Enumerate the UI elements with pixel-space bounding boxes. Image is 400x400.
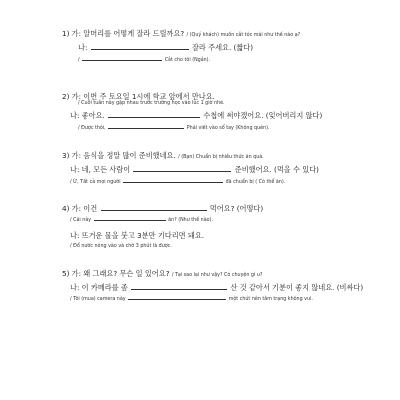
item-4-answer-translation: [70, 245, 172, 250]
item-1-example-blank[interactable]: [82, 60, 162, 61]
item-1-answer-prefix: 나:: [78, 43, 88, 52]
item-3-example-blank[interactable]: [123, 182, 223, 183]
item-5-example-blank[interactable]: [128, 299, 226, 300]
item-2-answer: [70, 112, 322, 119]
item-5-answer: [70, 284, 363, 291]
item-5-answer-suffix: 산 것 같아서 기분이 좋지 않네요. (비싸다): [230, 283, 364, 292]
item-1-question-text: 1) 가: 알머리를 어떻게 잘라 드릴까요?: [62, 29, 185, 38]
item-5-question-translation: / Tại sao lại như vậy? Có chuyện gì u?: [171, 273, 263, 278]
item-2-answer-prefix: 나: 좋아요.: [70, 111, 105, 120]
item-3-question: [62, 152, 264, 161]
item-2-example-prefix: / Được thôi,: [78, 126, 106, 131]
item-4-answer-text: 나: 뜨거운 물을 붓고 3분만 기다리면 돼요.: [70, 231, 205, 240]
item-4-question-suffix: 먹어요? (어떻다): [209, 204, 264, 213]
item-1-example: [78, 59, 210, 64]
item-2-question-translation: [78, 102, 225, 107]
item-2-answer-blank[interactable]: [108, 117, 200, 118]
item-4-question-translation: [70, 219, 213, 224]
item-5-example: [70, 298, 313, 303]
item-1-example-suffix: Cắt cho tôi (Ngắn).: [164, 58, 211, 63]
item-4-translation-suffix: ăn? (Như thế nào).: [168, 218, 213, 223]
item-2-example-blank[interactable]: [108, 128, 184, 129]
item-1-answer: [78, 44, 253, 51]
item-3-answer-blank[interactable]: [133, 171, 231, 172]
item-1-answer-blank[interactable]: [91, 49, 189, 50]
item-1-answer-suffix: 잘라 주세요. (짧다): [191, 43, 254, 52]
item-1-example-prefix: /: [78, 58, 80, 63]
item-5-example-prefix: / Tôi (mua) camera này: [70, 297, 126, 302]
item-3-example-suffix: đã chuẩn bị ( Có thể ăn).: [225, 180, 286, 185]
item-5-question: [62, 270, 262, 279]
item-4-translation-prefix: / Cái này: [70, 218, 92, 223]
item-4-translation-blank[interactable]: [94, 220, 166, 221]
item-3-answer-prefix: 나: 네, 모든 사람이: [70, 165, 131, 174]
item-2-question-text: 2) 가: 이번 주 토요일 1시에 학교 앞에서 만나요.: [62, 92, 215, 101]
item-2-example: [78, 127, 270, 132]
item-3-example-prefix: / Ừ, Tất cả mọi người: [70, 180, 121, 185]
item-3-question-text: 3) 가: 음식을 정말 많이 준비했네요.: [62, 151, 176, 160]
item-2-answer-suffix: 수첩에 써야겠어요. (잊어버리지 않다): [203, 111, 323, 120]
item-5-answer-blank[interactable]: [131, 289, 227, 290]
item-5-example-suffix: một chút nên tâm trạng không vui.: [228, 297, 313, 302]
item-1-question: [62, 30, 300, 39]
item-5-answer-prefix: 나: 이 카메라를 좀: [70, 283, 128, 292]
item-1-question-translation: / (Quý khách) muốn cắt tóc mái như thế nào ạ?: [186, 33, 301, 38]
item-2-question-translation-text: / Cuối tuần này gặp nhau trước trường học vào lúc 1 giờ nhé.: [78, 101, 225, 106]
item-4-question-blank[interactable]: [101, 210, 207, 211]
item-4-question: [62, 205, 263, 212]
item-2-example-suffix: Phải viết vào sổ tay (Không quên).: [186, 126, 270, 131]
item-4-answer: [70, 232, 204, 239]
item-2-question: [62, 93, 215, 100]
item-3-answer: [70, 166, 319, 173]
item-4-answer-translation-text: / Đổ nước nóng vào và chờ 3 phút là được.: [70, 244, 172, 249]
item-3-question-translation: / (Bạn) Chuẩn bị nhiều thức ăn quá.: [178, 155, 264, 160]
item-5-question-text: 5) 가: 왜 그래요? 무슨 일 있어요?: [62, 269, 170, 278]
item-4-question-prefix: 4) 가: 이건: [62, 204, 98, 213]
item-3-example: [70, 181, 285, 186]
item-3-answer-suffix: 준비했어요. (먹을 수 있다): [234, 165, 319, 174]
